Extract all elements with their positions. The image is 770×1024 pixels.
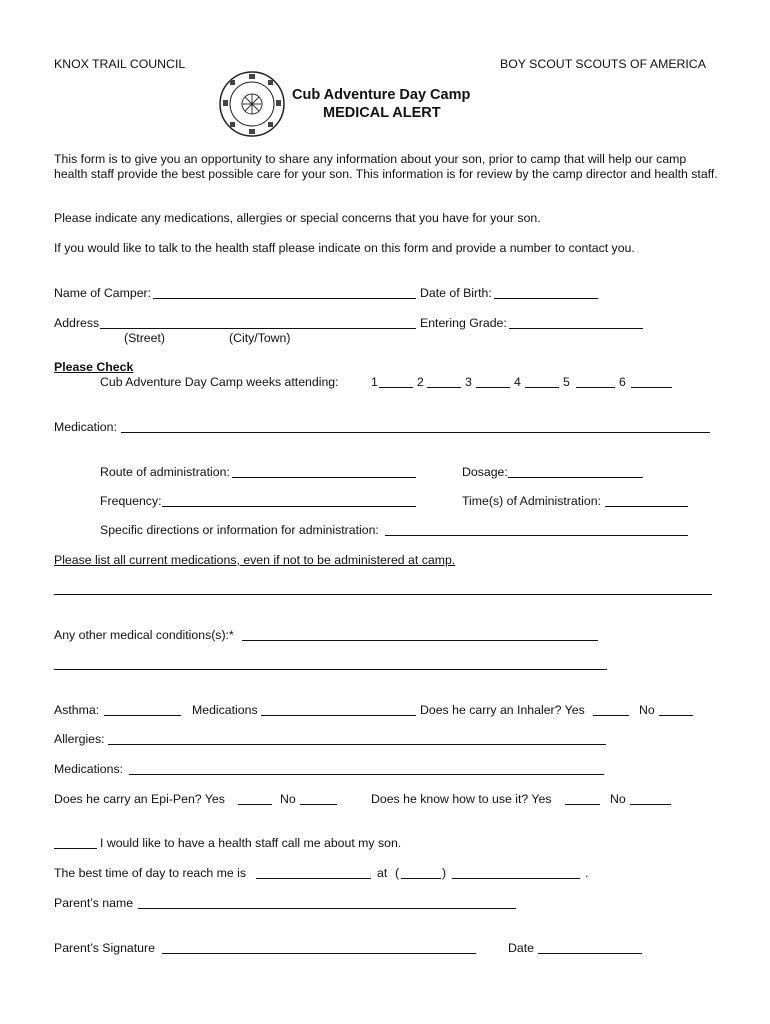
- call-me-label: I would like to have a health staff call me about my son.: [100, 836, 402, 850]
- know-how-label: Does he know how to use it? Yes: [371, 792, 552, 806]
- asthma-label: Asthma:: [54, 703, 100, 717]
- organization-name: BOY SCOUT SCOUTS OF AMERICA: [500, 57, 706, 71]
- date-label: Date: [508, 941, 534, 955]
- know-how-no-label: No: [610, 792, 626, 806]
- name-of-camper-field[interactable]: [153, 298, 416, 299]
- dosage-label: Dosage:: [462, 465, 508, 479]
- week-4-field[interactable]: [525, 387, 559, 388]
- carry-inhaler-label: Does he carry an Inhaler? Yes: [420, 703, 585, 717]
- carry-epipen-label: Does he carry an Epi-Pen? Yes: [54, 792, 225, 806]
- current-meds-field[interactable]: [54, 594, 712, 595]
- address-label: Address: [54, 316, 100, 330]
- date-of-birth-label: Date of Birth:: [420, 286, 492, 300]
- street-hint: (Street): [124, 331, 165, 345]
- route-label: Route of administration:: [100, 465, 230, 479]
- week-5-field[interactable]: [576, 387, 615, 388]
- week-5-label: 5: [563, 375, 570, 389]
- allergies-field[interactable]: [108, 744, 606, 745]
- period: .: [585, 866, 589, 880]
- parents-signature-field[interactable]: [162, 953, 476, 954]
- entering-grade-label: Entering Grade:: [420, 316, 507, 330]
- camp-logo-icon: [218, 70, 286, 138]
- medication-label: Medication:: [54, 420, 117, 434]
- inhaler-no-label: No: [639, 703, 655, 717]
- epipen-yes-field[interactable]: [238, 804, 272, 805]
- address-field[interactable]: [100, 328, 416, 329]
- call-me-field[interactable]: [54, 848, 97, 849]
- route-field[interactable]: [232, 477, 416, 478]
- medication-field[interactable]: [121, 432, 710, 433]
- paren-close: ): [442, 866, 447, 880]
- date-of-birth-field[interactable]: [494, 298, 598, 299]
- know-how-no-field[interactable]: [630, 804, 671, 805]
- week-4-label: 4: [514, 375, 521, 389]
- allergies-label: Allergies:: [54, 732, 105, 746]
- times-admin-label: Time(s) of Administration:: [462, 494, 601, 508]
- asthma-medications-field[interactable]: [261, 715, 416, 716]
- inhaler-yes-field[interactable]: [593, 715, 629, 716]
- other-conditions-field[interactable]: [242, 640, 598, 641]
- inhaler-no-field[interactable]: [659, 715, 693, 716]
- dosage-field[interactable]: [508, 477, 643, 478]
- best-time-field[interactable]: [256, 878, 371, 879]
- other-conditions-label: Any other medical conditions(s):*: [54, 628, 234, 642]
- week-3-field[interactable]: [476, 387, 510, 388]
- week-6-label: 6: [619, 375, 626, 389]
- week-1-field[interactable]: [379, 387, 413, 388]
- times-admin-field[interactable]: [605, 506, 688, 507]
- name-of-camper-label: Name of Camper:: [54, 286, 152, 300]
- form-title: Cub Adventure Day Camp: [292, 87, 471, 103]
- area-code-field[interactable]: [401, 878, 441, 879]
- entering-grade-field[interactable]: [509, 328, 643, 329]
- form-subtitle: MEDICAL ALERT: [323, 105, 441, 121]
- week-1-label: 1: [371, 375, 378, 389]
- week-3-label: 3: [465, 375, 472, 389]
- other-conditions-field-2[interactable]: [54, 669, 607, 670]
- best-time-label: The best time of day to reach me is: [54, 866, 247, 880]
- paren-open: (: [395, 866, 400, 880]
- week-6-field[interactable]: [631, 387, 672, 388]
- asthma-field[interactable]: [104, 715, 181, 716]
- parents-name-label: Parent’s name: [54, 896, 134, 910]
- epipen-no-field[interactable]: [300, 804, 337, 805]
- city-town-hint: (City/Town): [229, 331, 291, 345]
- frequency-field[interactable]: [162, 506, 416, 507]
- intro-paragraph-1: This form is to give you an opportunity to share any information about your son, prior to camp that will help our camp health staff provide the best possible care for your son. This information is for review by the camp director and health staff.: [54, 152, 718, 181]
- medications-field[interactable]: [129, 774, 604, 775]
- week-2-label: 2: [417, 375, 424, 389]
- parents-signature-label: Parent’s Signature: [54, 941, 155, 955]
- parents-name-field[interactable]: [138, 908, 516, 909]
- intro-paragraph-3: If you would like to talk to the health staff please indicate on this form and provide a number to contact you.: [54, 241, 635, 255]
- specific-directions-label: Specific directions or information for administration:: [100, 523, 379, 537]
- specific-directions-field[interactable]: [385, 535, 688, 536]
- list-current-meds-label: Please list all current medications, even if not to be administered at camp.: [54, 553, 456, 567]
- intro-paragraph-2: Please indicate any medications, allergies or special concerns that you have for your son.: [54, 211, 541, 225]
- week-2-field[interactable]: [427, 387, 461, 388]
- at-label: at: [377, 866, 388, 880]
- please-check-heading: Please Check: [54, 360, 134, 374]
- phone-number-field[interactable]: [452, 878, 580, 879]
- weeks-attending-label: Cub Adventure Day Camp weeks attending:: [100, 375, 339, 389]
- date-field[interactable]: [538, 953, 642, 954]
- council-name: KNOX TRAIL COUNCIL: [54, 57, 186, 71]
- frequency-label: Frequency:: [100, 494, 162, 508]
- epipen-no-label: No: [280, 792, 296, 806]
- medications-label: Medications:: [54, 762, 124, 776]
- asthma-medications-label: Medications: [192, 703, 258, 717]
- know-how-yes-field[interactable]: [565, 804, 600, 805]
